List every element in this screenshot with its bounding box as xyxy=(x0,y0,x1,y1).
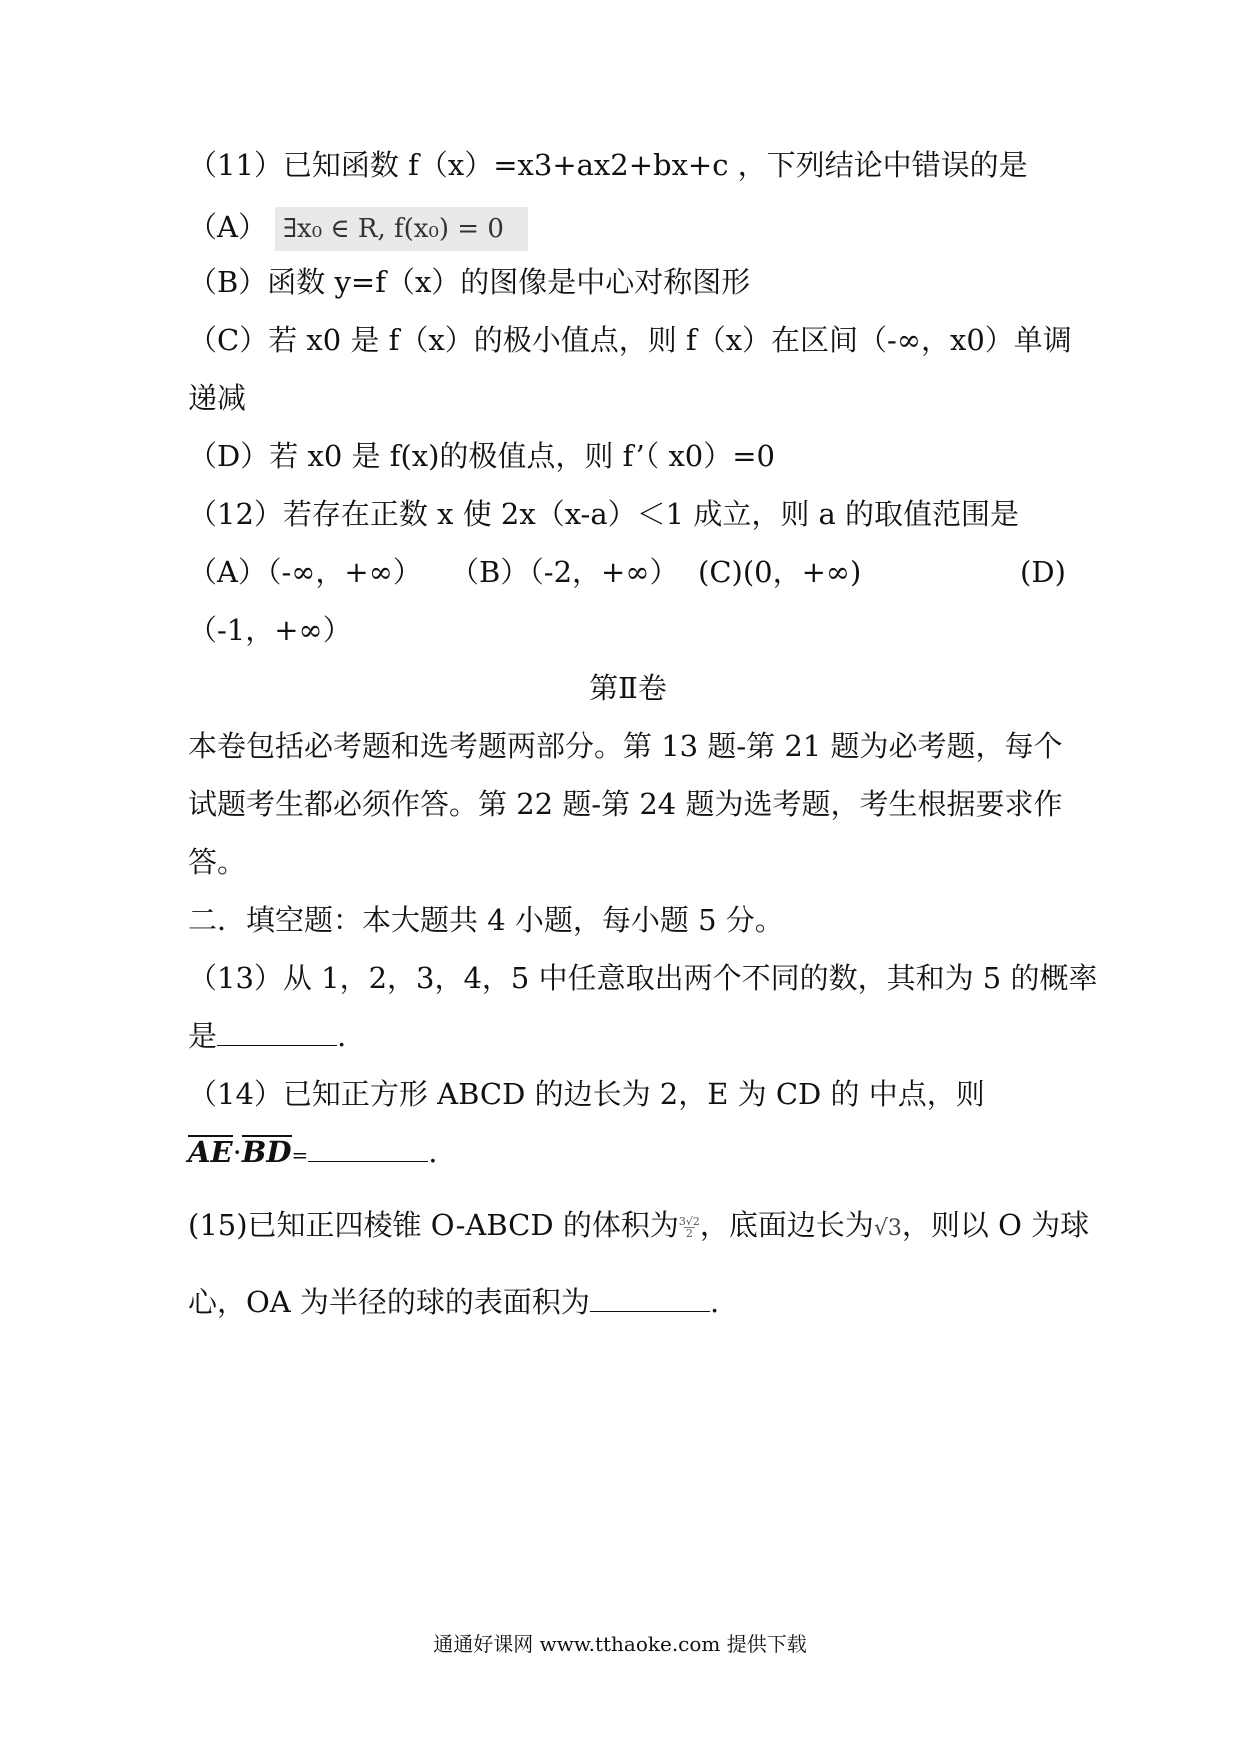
q15-part3: ，则以 O 为球 xyxy=(901,1208,1090,1242)
section-title: 第Ⅱ卷 xyxy=(589,671,667,705)
q15-line2-text: 心，OA 为半径的球的表面积为 xyxy=(188,1285,590,1319)
q13-line1: （13）从 1，2，3，4，5 中任意取出两个不同的数，其和为 5 的概率 xyxy=(188,961,1098,995)
q14-vector-bd: BD xyxy=(241,1135,292,1169)
q14-dot: · xyxy=(232,1135,242,1169)
q14-line2: AE·BD= . xyxy=(188,1135,438,1169)
section-intro-line2: 试题考生都必须作答。第 22 题-第 24 题为选考题，考生根据要求作 xyxy=(188,787,1063,821)
q15-line2: 心，OA 为半径的球的表面积为 . xyxy=(188,1285,720,1319)
q15-sqrt: √3 xyxy=(873,1216,902,1241)
q14-vector-ae: AE xyxy=(188,1135,233,1169)
q11-option-c-line2: 递减 xyxy=(188,381,247,415)
q11-option-c-line1: （C）若 x0 是 f（x）的极小值点，则 f（x）在区间（-∞，x0）单调 xyxy=(188,323,1072,357)
q14-equals: = xyxy=(291,1143,309,1167)
q12-option-b: （B）（-2，+∞） xyxy=(450,555,679,589)
q11-option-a-formula: ∃x₀ ∈ R, f(x₀) = 0 xyxy=(275,207,528,251)
q13-answer-blank[interactable] xyxy=(217,1017,337,1046)
q14-answer-blank[interactable] xyxy=(308,1133,428,1162)
q12-option-c: (C)(0，+∞) xyxy=(698,555,862,589)
q15-line1 xyxy=(188,1205,1090,1249)
section-intro-line3: 答。 xyxy=(188,845,247,879)
q14-line1: （14）已知正方形 ABCD 的边长为 2，E 为 CD 的 中点，则 xyxy=(188,1077,985,1111)
q13-line2-text: 是 xyxy=(188,1019,218,1053)
q15-part2: ，底面边长为 xyxy=(699,1208,874,1242)
q13-line2: 是 . xyxy=(188,1019,347,1053)
q15-frac-den: 2 xyxy=(685,1226,693,1240)
q15-frac-num: 3√2 xyxy=(678,1214,700,1228)
q15-volume-fraction xyxy=(679,1216,700,1239)
fill-in-heading: 二．填空题：本大题共 4 小题，每小题 5 分。 xyxy=(188,903,784,937)
q12-option-d-value: （-1，+∞） xyxy=(188,613,352,647)
page-footer: 通通好课网 www.tthaoke.com 提供下载 xyxy=(433,1632,807,1656)
q12-option-a: （A）（-∞，+∞） xyxy=(188,555,422,589)
q12-stem: （12）若存在正数 x 使 2x（x-a）＜1 成立，则 a 的取值范围是 xyxy=(188,497,1020,531)
q12-option-d-label: (D) xyxy=(1020,555,1066,589)
q11-option-b: （B）函数 y=f（x）的图像是中心对称图形 xyxy=(188,265,751,299)
q11-option-d: （D）若 x0 是 f(x)的极值点，则 f’（ x0）=0 xyxy=(188,439,776,473)
section-intro-line1: 本卷包括必考题和选考题两部分。第 13 题-第 21 题为必考题，每个 xyxy=(188,729,1063,763)
q11-option-a xyxy=(188,207,1068,251)
q11-stem: （11）已知函数 f（x）=x3+ax2+bx+c ，下列结论中错误的是 xyxy=(188,148,1028,182)
q15-answer-blank[interactable] xyxy=(590,1283,710,1312)
q15-part1: (15)已知正四棱锥 O-ABCD 的体积为 xyxy=(188,1208,679,1242)
q11-option-a-label: （A） xyxy=(188,210,267,244)
